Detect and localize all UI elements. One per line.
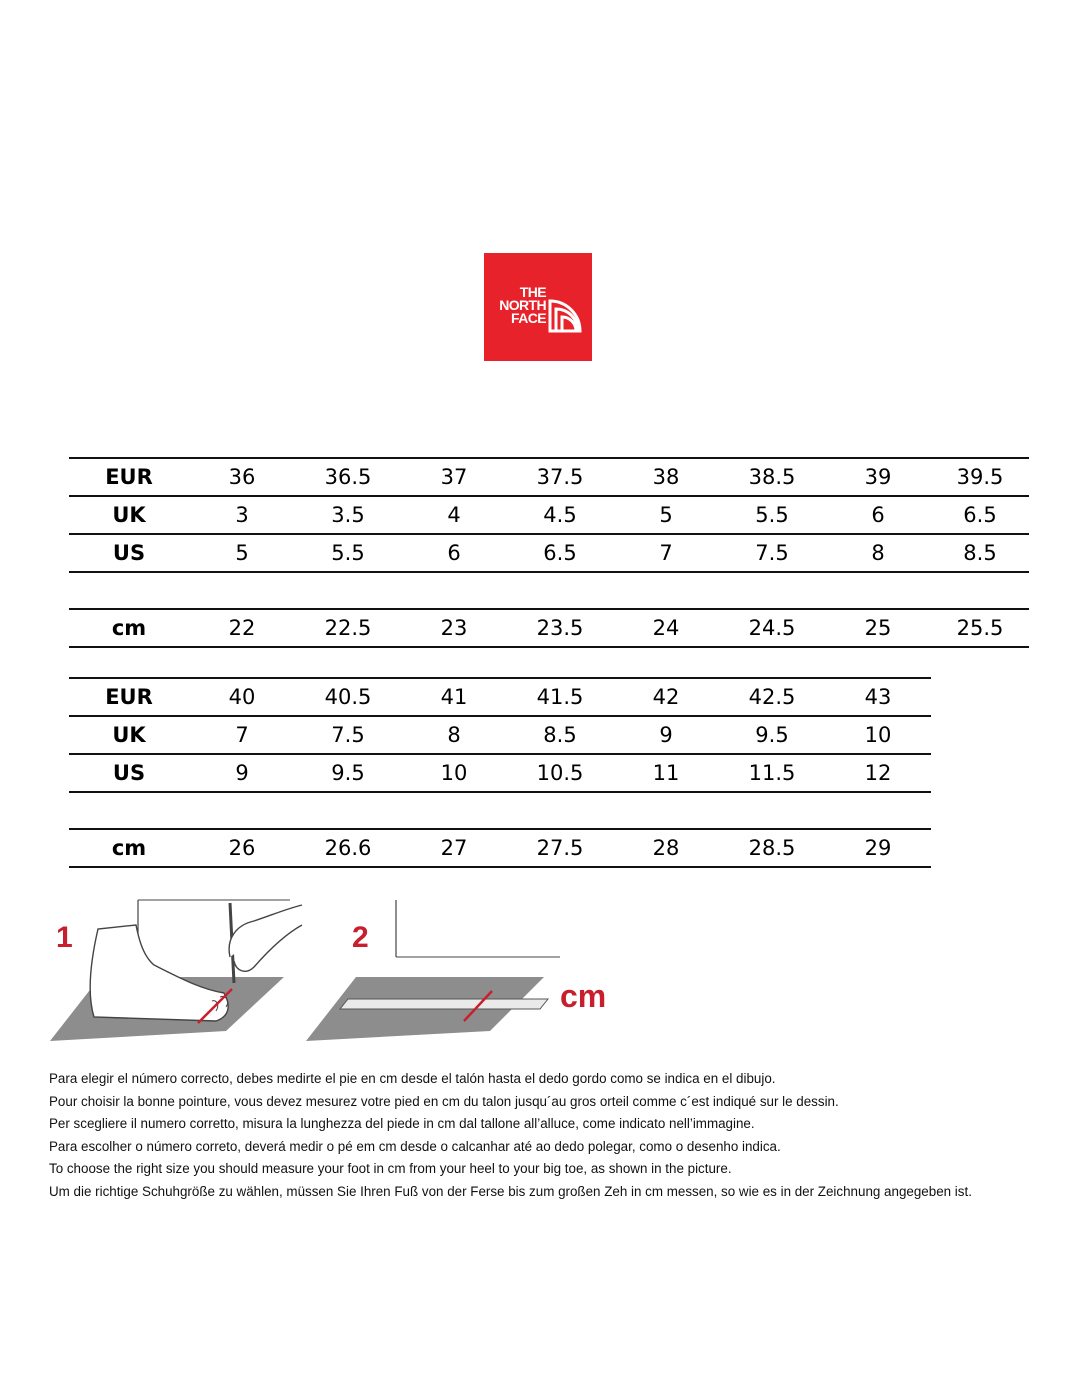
size-cell: 10.5: [507, 754, 613, 792]
size-cell: 27: [401, 829, 507, 867]
brand-logo: [484, 253, 592, 361]
size-cell: 9.5: [295, 754, 401, 792]
size-cell: 5: [189, 534, 295, 572]
size-cell: 36: [189, 458, 295, 496]
size-cell: 36.5: [295, 458, 401, 496]
size-cell: 39.5: [931, 458, 1029, 496]
cm-row: [69, 829, 931, 867]
size-table-1: [69, 457, 1029, 648]
uk-row: [69, 716, 931, 754]
spacer-cell: [69, 792, 931, 829]
instructions: [49, 1068, 1069, 1204]
size-cell: 39: [825, 458, 931, 496]
logo-wordmark: [494, 286, 546, 325]
size-cell: 5: [613, 496, 719, 534]
size-cell: 41: [401, 678, 507, 716]
size-cell: 4.5: [507, 496, 613, 534]
size-cell: 29: [825, 829, 931, 867]
size-cell: 5.5: [295, 534, 401, 572]
row-label: US: [69, 754, 189, 792]
instruction-es: Para elegir el número correcto, debes medirte el pie en cm desde el talón hasta el dedo gordo como se indica en el dibujo.: [49, 1071, 776, 1086]
size-cell: 38.5: [719, 458, 825, 496]
size-cell: 24: [613, 609, 719, 647]
size-cell: 6.5: [507, 534, 613, 572]
uk-row: [69, 496, 1029, 534]
size-cell: 28: [613, 829, 719, 867]
size-cell: 25: [825, 609, 931, 647]
step2-drawing: [306, 900, 606, 1041]
cm-row: [69, 609, 1029, 647]
instruction-pt: Para escolher o número correto, deverá medir o pé em cm desde o calcanhar até ao dedo polegar, como o desenho indica.: [49, 1138, 781, 1154]
size-cell: 6: [825, 496, 931, 534]
step1-drawing: [50, 900, 302, 1041]
size-cell: 5.5: [719, 496, 825, 534]
size-cell: 24.5: [719, 609, 825, 647]
instruction-en: To choose the right size you should measure your foot in cm from your heel to your big toe, as shown in the picture.: [49, 1161, 732, 1177]
spacer-row: [69, 572, 1029, 609]
size-cell: 42.5: [719, 678, 825, 716]
size-cell: 25.5: [931, 609, 1029, 647]
size-cell: 26: [189, 829, 295, 867]
size-cell: 3: [189, 496, 295, 534]
measuring-illustration: [40, 895, 640, 1050]
size-cell: 22.5: [295, 609, 401, 647]
row-label: EUR: [69, 458, 189, 496]
row-label: UK: [69, 716, 189, 754]
size-cell: 7: [613, 534, 719, 572]
size-cell: 7: [189, 716, 295, 754]
size-cell: 12: [825, 754, 931, 792]
size-cell: 27.5: [507, 829, 613, 867]
size-cell: 42: [613, 678, 719, 716]
size-table-2: [69, 677, 931, 868]
spacer-row: [69, 792, 931, 829]
size-cell: 37.5: [507, 458, 613, 496]
size-cell: 37: [401, 458, 507, 496]
size-cell: 38: [613, 458, 719, 496]
spacer-cell: [69, 572, 1029, 609]
size-cell: 10: [825, 716, 931, 754]
size-cell: 10: [401, 754, 507, 792]
logo-line: NORTH: [499, 297, 546, 313]
size-cell: 4: [401, 496, 507, 534]
size-cell: 23: [401, 609, 507, 647]
size-cell: 9: [189, 754, 295, 792]
size-cell: 28.5: [719, 829, 825, 867]
size-cell: 23.5: [507, 609, 613, 647]
row-label: EUR: [69, 678, 189, 716]
size-cell: 6.5: [931, 496, 1029, 534]
step1-number: 1: [56, 921, 73, 954]
size-cell: 40: [189, 678, 295, 716]
size-cell: 9: [613, 716, 719, 754]
size-cell: 11.5: [719, 754, 825, 792]
step2-number: 2: [352, 921, 369, 954]
row-label: cm: [69, 829, 189, 867]
size-cell: 9.5: [719, 716, 825, 754]
size-cell: 8.5: [931, 534, 1029, 572]
size-cell: 11: [613, 754, 719, 792]
size-cell: 40.5: [295, 678, 401, 716]
row-label: UK: [69, 496, 189, 534]
size-cell: 3.5: [295, 496, 401, 534]
us-row: [69, 534, 1029, 572]
logo-line: THE: [519, 284, 546, 300]
size-cell: 43: [825, 678, 931, 716]
unit-label: cm: [560, 978, 607, 1014]
row-label: cm: [69, 609, 189, 647]
size-cell: 7.5: [719, 534, 825, 572]
row-label: US: [69, 534, 189, 572]
eur-row: [69, 678, 931, 716]
us-row: [69, 754, 931, 792]
size-cell: 8: [401, 716, 507, 754]
size-cell: 8: [825, 534, 931, 572]
logo-line: FACE: [511, 310, 546, 326]
instruction-fr: Pour choisir la bonne pointure, vous devez mesurez votre pied en cm du talon jusqu´au gros orteil comme c´est indiqué sur le dessin.: [49, 1093, 839, 1109]
size-cell: 8.5: [507, 716, 613, 754]
size-cell: 7.5: [295, 716, 401, 754]
size-cell: 6: [401, 534, 507, 572]
instruction-it: Per scegliere il numero corretto, misura la lunghezza del piede in cm dal tallone all’alluce, come indicato nell’immagine.: [49, 1116, 755, 1132]
instruction-de: Um die richtige Schuhgröße zu wählen, müssen Sie Ihren Fuß von der Ferse bis zum großen Zeh in cm messen, so wie es in der Zeichnung angegeben ist.: [49, 1183, 972, 1199]
foot-icon: [90, 925, 228, 1021]
size-cell: 22: [189, 609, 295, 647]
eur-row: [69, 458, 1029, 496]
ruler-icon: [340, 999, 548, 1009]
size-cell: 41.5: [507, 678, 613, 716]
hand-icon: [229, 905, 302, 971]
size-cell: 26.6: [295, 829, 401, 867]
